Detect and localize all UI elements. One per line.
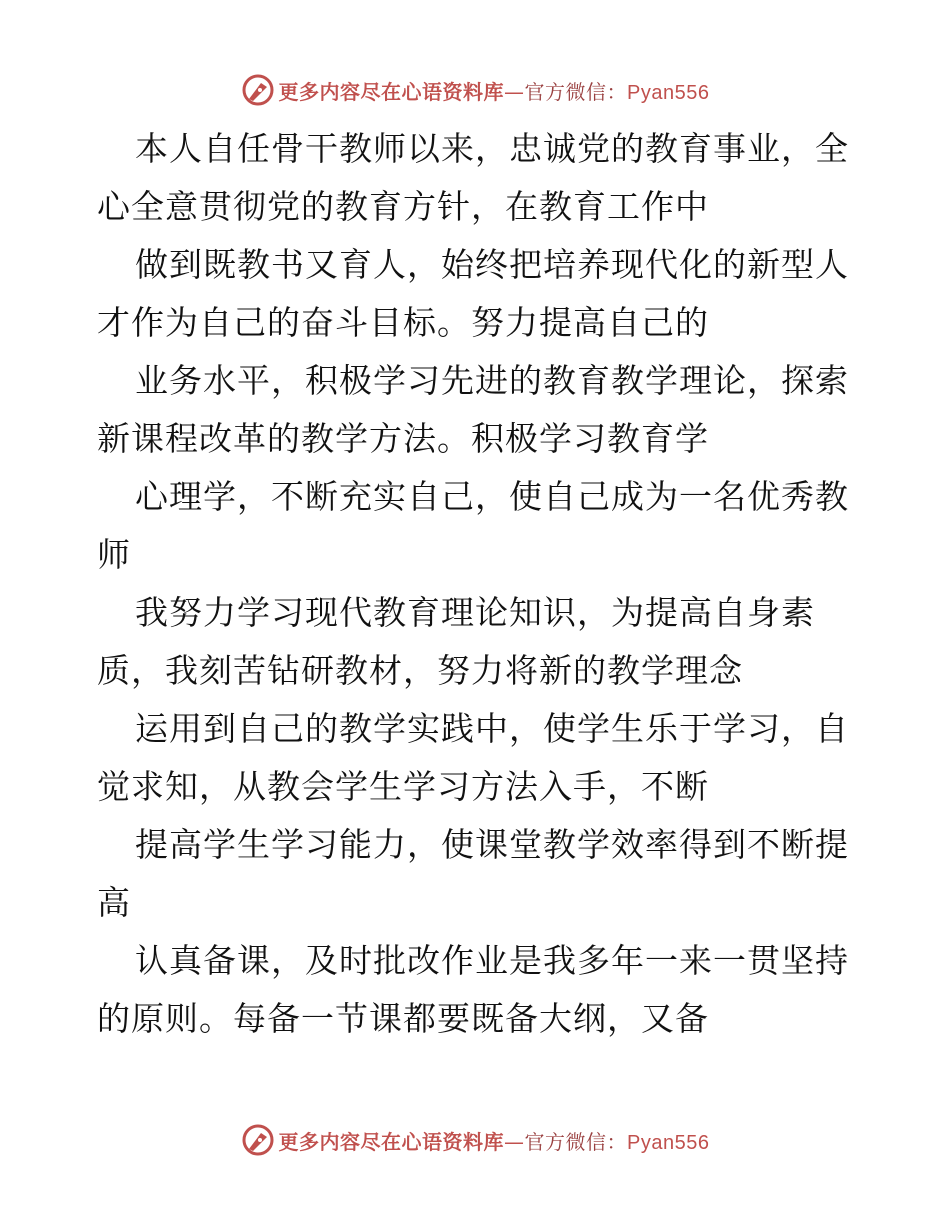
text-line: 质，我刻苦钻研教材，努力将新的教学理念: [97, 651, 743, 690]
paragraph: [97, 932, 857, 1048]
pen-nib-logo-icon: [241, 1123, 275, 1157]
document-body: [97, 120, 857, 1048]
text-line: 认真备课，及时批改作业是我多年一来一贯坚持: [135, 941, 849, 980]
text-line: 业务水平，积极学习先进的教育教学理论，探索: [135, 361, 849, 400]
pen-nib-logo-icon: [241, 73, 275, 107]
text-line: 新课程改革的教学方法。积极学习教育学: [97, 419, 709, 458]
paragraph: [97, 816, 857, 932]
text-line: 觉求知，从教会学生学习方法入手，不断: [97, 767, 709, 806]
paragraph: [97, 468, 857, 584]
text-line: 师: [97, 535, 131, 574]
watermark-text: [279, 76, 710, 105]
watermark-dash: —: [504, 79, 525, 104]
text-line: 运用到自己的教学实践中，使学生乐于学习，自: [135, 709, 849, 748]
watermark-handle: Pyan556: [627, 1131, 710, 1154]
text-line: 我努力学习现代教育理论知识，为提高自身素: [135, 593, 815, 632]
paragraph: [97, 120, 857, 236]
watermark-brand: 更多内容尽在心语资料库: [278, 79, 505, 104]
text-line: 心理学，不断充实自己，使自己成为一名优秀教: [135, 477, 849, 516]
text-line: 才作为自己的奋斗目标。努力提高自己的: [97, 303, 709, 342]
watermark-handle: Pyan556: [627, 81, 710, 104]
watermark-label: 官方微信：: [524, 1129, 628, 1154]
paragraph: [97, 236, 857, 352]
header-watermark: [0, 70, 950, 110]
text-line: 做到既教书又育人，始终把培养现代化的新型人: [135, 245, 849, 284]
watermark-label: 官方微信：: [524, 79, 628, 104]
paragraph: [97, 700, 857, 816]
watermark-dash: —: [504, 1129, 525, 1154]
text-line: 心全意贯彻党的教育方针，在教育工作中: [97, 187, 709, 226]
text-line: 本人自任骨干教师以来，忠诚党的教育事业，全: [135, 129, 849, 168]
watermark-brand: 更多内容尽在心语资料库: [278, 1129, 505, 1154]
text-line: 提高学生学习能力，使课堂教学效率得到不断提: [135, 825, 849, 864]
paragraph: [97, 352, 857, 468]
text-line: 的原则。每备一节课都要既备大纲，又备: [97, 999, 709, 1038]
text-line: 高: [97, 883, 131, 922]
paragraph: [97, 584, 857, 700]
footer-watermark: [0, 1120, 950, 1160]
watermark-text: [279, 1126, 710, 1155]
